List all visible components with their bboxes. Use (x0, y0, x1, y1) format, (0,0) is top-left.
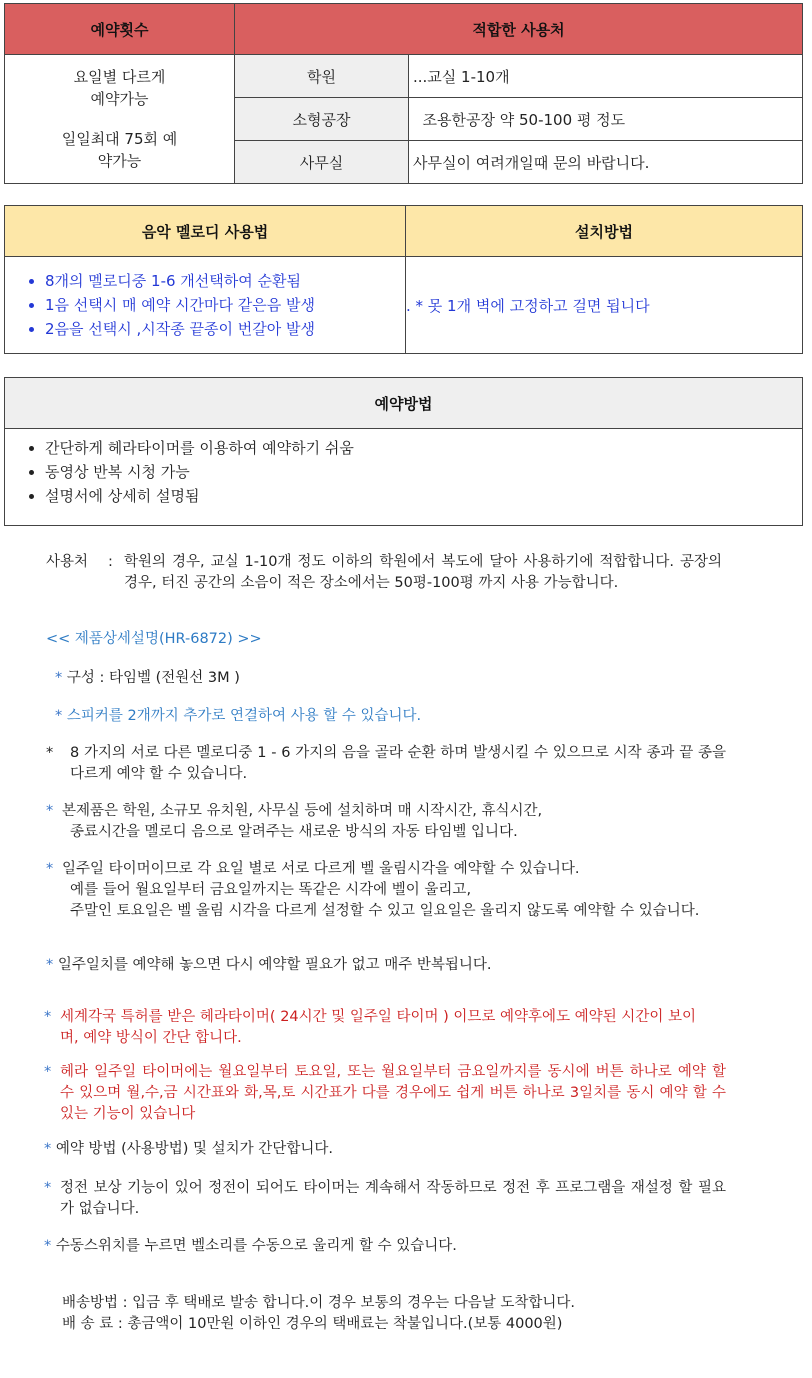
hera-text: 헤라 일주일 타이머에는 월요일부터 토요일, 또는 월요일부터 금요일까지를 동시에 버튼 하나로 예약 할 수 있으며 월,수,금 시간표와 화,목,토 시간표가 다를 경우에도 쉽게 버튼 하나로 3일치를 동시 예약 할 수 있는 기능이 있습니다 (60, 1064, 726, 1122)
reservation-method-list (5, 436, 802, 508)
star-bullet: * (46, 861, 54, 877)
reservation-method-cell (5, 429, 803, 526)
reservation-count-cell (5, 55, 235, 184)
reservation-line-1: 요일별 다르게 (73, 68, 166, 86)
melody-text: 8 가지의 서로 다른 멜로디중 1 - 6 가지의 음을 골라 순환 하며 발생시킬 수 있으므로 시작 종과 끝 종을 다르게 예약 할 수 있습니다. (70, 745, 726, 782)
patent-text: 세계각국 특허를 받은 헤라타이머( 24시간 및 일주일 타이머 ) 이므로 예약후에도 예약된 시간이 보이며, 예약 방식이 간단 합니다. (60, 1009, 696, 1046)
melody-usage-list (5, 269, 405, 341)
melody-table (4, 205, 803, 354)
reservation-count-header: 예약횟수 (5, 4, 235, 55)
power-text: 정전 보상 기능이 있어 정전이 되어도 타이머는 계속해서 작동하므로 정전 후 프로그램을 재설정 할 필요가 없습니다. (60, 1180, 726, 1217)
star-bullet: * (44, 1180, 52, 1196)
category-factory: 소형공장 (235, 98, 409, 141)
manual-text: 수동스위치를 누르면 벨소리를 수동으로 울리게 할 수 있습니다. (55, 1238, 457, 1254)
category-academy: 학원 (235, 55, 409, 98)
easy-text: 예약 방법 (사용방법) 및 설치가 간단합니다. (55, 1141, 333, 1157)
product-detail-link[interactable]: << 제품상세설명(HR-6872) >> (46, 631, 262, 647)
list-item: • 2음을 선택시 ,시작종 끝종이 번갈아 발생 (45, 317, 405, 341)
usage-place-header: 적합한 사용처 (235, 4, 803, 55)
list-item: • 설명서에 상세히 설명됨 (45, 484, 802, 508)
usage-colon: : (108, 554, 113, 570)
repeat-text: 일주일치를 예약해 놓으면 다시 예약할 필요가 없고 매주 반복됩니다. (57, 957, 492, 973)
weekly-text-3: 주말인 토요일은 벨 울림 시각을 다르게 설정할 수 있고 일요일은 울리지 않도록 예약할 수 있습니다. (70, 903, 700, 919)
melody-usage-header: 음악 멜로디 사용법 (5, 206, 406, 257)
weekly-text-1: 일주일 타이머이므로 각 요일 별로 서로 다르게 벨 울림시각을 예약할 수 있습니다. (62, 861, 580, 877)
usage-table (4, 3, 803, 184)
config-line (55, 668, 755, 689)
star-bullet: * (55, 670, 63, 686)
install-cell: . * 못 1개 벽에 고정하고 걸면 됩니다 (406, 257, 803, 354)
shipping-info (62, 1293, 742, 1335)
reservation-line-3: 일일최대 75회 예 (61, 130, 178, 148)
value-factory: 조용한공장 약 50-100 평 정도 (409, 98, 803, 141)
star-bullet: * (44, 1064, 52, 1080)
star-bullet: * (44, 1238, 52, 1254)
config-text: 구성 : 타임벨 (전원선 3M ) (66, 670, 240, 686)
star-bullet: * (46, 803, 54, 819)
value-office: 사무실이 여려개일때 문의 바랍니다. (409, 141, 803, 184)
category-office: 사무실 (235, 141, 409, 184)
star-bullet: * (44, 1009, 52, 1025)
product-text-1: 본제품은 학원, 소규모 유치원, 사무실 등에 설치하며 매 시작시간, 휴식시간, (62, 803, 543, 819)
speaker-line (55, 706, 755, 727)
easy-line (44, 1139, 724, 1160)
weekly-text-2: 예를 들어 월요일부터 금요일까지는 똑같은 시각에 벨이 울리고, (70, 882, 472, 898)
list-item: • 8개의 멜로디중 1-6 개선택하여 순환됨 (45, 269, 405, 293)
star-bullet: * (55, 708, 63, 724)
reservation-method-header: 예약방법 (5, 378, 803, 429)
shipping-method: 배송방법 : 입금 후 택배로 발송 합니다.이 경우 보통의 경우는 다음날 도착합니다. (62, 1295, 576, 1311)
manual-line (44, 1236, 724, 1257)
melody-usage-cell (5, 257, 406, 354)
list-item: • 1음 선택시 매 예약 시간마다 같은음 발생 (45, 293, 405, 317)
star-bullet: * (46, 745, 54, 761)
usage-text: 학원의 경우, 교실 1-10개 정도 이하의 학원에서 복도에 달아 사용하기에 적합합니다. 공장의 경우, 터진 공간의 소음이 적은 장소에서는 50평-100평 까지 사용 가능합니다. (124, 554, 722, 591)
speaker-text: 스피커를 2개까지 추가로 연결하여 사용 할 수 있습니다. (66, 708, 422, 724)
reservation-line-2: 예약가능 (90, 90, 149, 108)
value-academy: ...교실 1-10개 (409, 55, 803, 98)
star-bullet: * (46, 957, 54, 973)
star-bullet: * (44, 1141, 52, 1157)
list-item: • 간단하게 헤라타이머를 이용하여 예약하기 쉬움 (45, 436, 802, 460)
repeat-line (46, 955, 726, 976)
shipping-fee: 배 송 료 : 총금액이 10만원 이하인 경우의 택배료는 착불입니다.(보통 4000원) (62, 1316, 563, 1332)
reservation-line-4: 약가능 (97, 152, 142, 170)
product-text-2: 종료시간을 멜로디 음으로 알려주는 새로운 방식의 자동 타임벨 입니다. (70, 824, 518, 840)
usage-label: 사용처 (46, 554, 89, 570)
list-item: • 동영상 반복 시청 가능 (45, 460, 802, 484)
install-header: 설치방법 (406, 206, 803, 257)
reservation-method-table (4, 377, 803, 526)
